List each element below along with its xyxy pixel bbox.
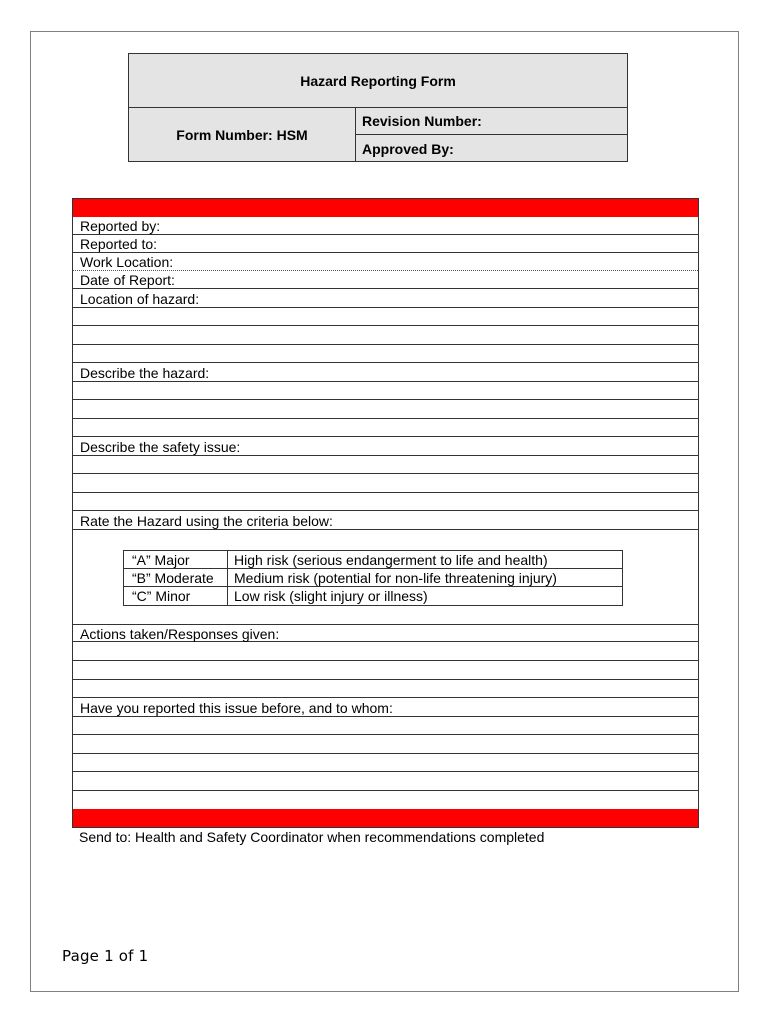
blank-line[interactable]: [73, 791, 698, 809]
top-red-bar: [73, 199, 698, 217]
blank-line[interactable]: [73, 345, 698, 363]
blank-line[interactable]: [73, 680, 698, 698]
location-of-hazard-field[interactable]: Location of hazard:: [73, 290, 698, 308]
form-header: [128, 53, 628, 162]
blank-line[interactable]: [73, 475, 698, 493]
blank-line[interactable]: [73, 327, 698, 345]
blank-line[interactable]: [73, 401, 698, 419]
hazard-form-table: [72, 198, 699, 828]
hazard-criteria-table: [123, 550, 623, 606]
blank-line[interactable]: [73, 382, 698, 400]
work-location-field[interactable]: Work Location:: [73, 253, 698, 271]
revision-number: Revision Number:: [356, 108, 627, 135]
send-to-note: Send to: Health and Safety Coordinator when recommendations completed: [79, 829, 545, 845]
actions-taken-field[interactable]: Actions taken/Responses given:: [73, 624, 698, 642]
blank-line[interactable]: [73, 493, 698, 511]
criteria-description: Low risk (slight injury or illness): [234, 588, 428, 604]
criteria-row: [124, 587, 622, 605]
form-title: Hazard Reporting Form: [129, 54, 627, 108]
criteria-description: Medium risk (potential for non-life threatening injury): [234, 570, 557, 586]
blank-line[interactable]: [73, 643, 698, 661]
criteria-category: “C” Minor: [124, 587, 228, 605]
reported-before-field[interactable]: Have you reported this issue before, and to whom:: [73, 699, 698, 717]
form-number: Form Number: HSM: [129, 108, 356, 162]
rate-hazard-label: Rate the Hazard using the criteria below:: [73, 512, 698, 530]
reported-by-field[interactable]: Reported by:: [73, 217, 698, 235]
blank-line[interactable]: [73, 419, 698, 437]
bottom-red-bar: [73, 809, 698, 827]
approved-by: Approved By:: [362, 140, 454, 157]
criteria-category: “A” Major: [124, 551, 228, 568]
criteria-row: [124, 569, 622, 587]
describe-hazard-field[interactable]: Describe the hazard:: [73, 364, 698, 382]
criteria-row: [124, 551, 622, 569]
blank-line[interactable]: [73, 662, 698, 680]
blank-line[interactable]: [73, 736, 698, 754]
blank-line[interactable]: [73, 717, 698, 735]
criteria-category: “B” Moderate: [124, 569, 228, 586]
blank-line[interactable]: [73, 754, 698, 772]
reported-to-field[interactable]: Reported to:: [73, 235, 698, 253]
blank-line[interactable]: [73, 308, 698, 326]
blank-line[interactable]: [73, 456, 698, 474]
blank-line[interactable]: [73, 773, 698, 791]
criteria-description: High risk (serious endangerment to life and health): [234, 552, 548, 568]
page-number: Page 1 of 1: [62, 947, 149, 965]
date-of-report-field[interactable]: Date of Report:: [73, 271, 698, 289]
describe-safety-issue-field[interactable]: Describe the safety issue:: [73, 438, 698, 456]
